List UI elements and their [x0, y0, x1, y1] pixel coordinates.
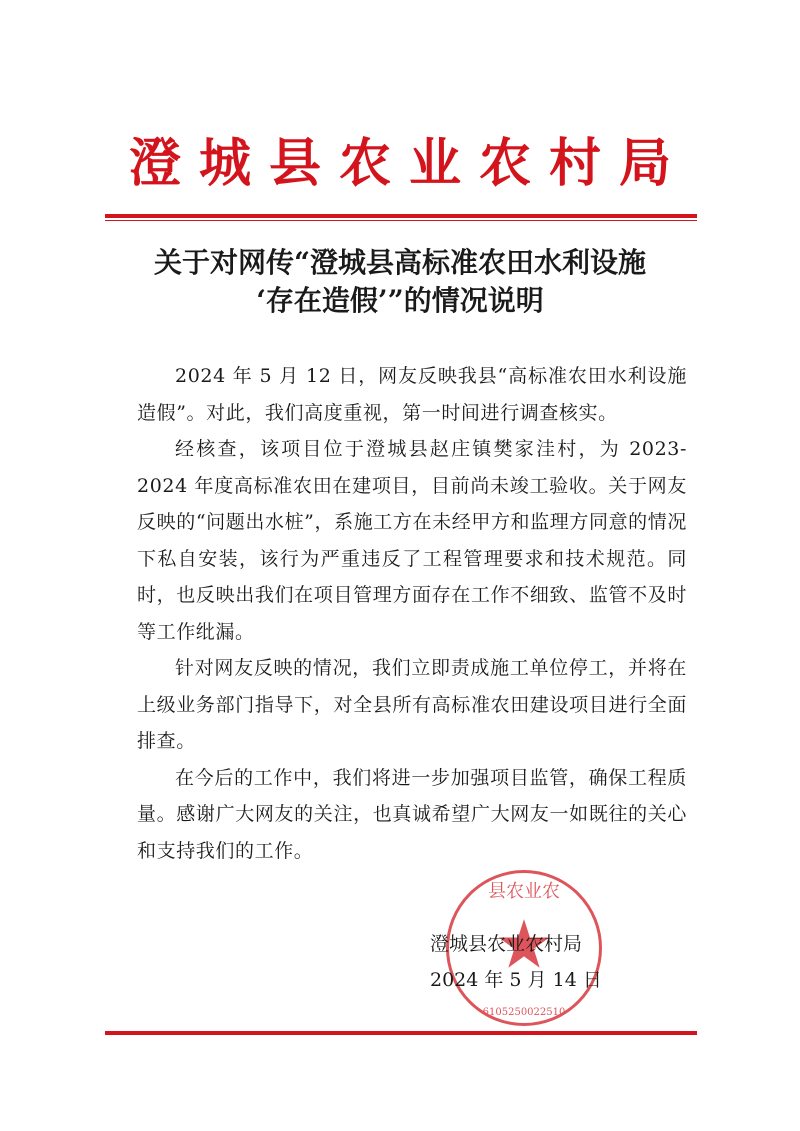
paragraph: 2024 年 5 月 12 日，网友反映我县“高标准农田水利设施造假”。对此，我们高度重视，第一时间进行调查核实。: [137, 365, 687, 424]
letterhead-divider: [105, 214, 697, 218]
letterhead-divider-thin: [105, 220, 697, 221]
title-line-1: 关于对网传“澄城县高标准农田水利设施: [153, 246, 647, 279]
signature-block: [430, 926, 602, 998]
signature-date: 2024 年 5 月 14 日: [430, 969, 602, 991]
signature-organization: 澄城县农业农村局: [430, 933, 583, 955]
seal-text: 县农业农: [488, 881, 560, 902]
document-body: [137, 358, 687, 869]
seal-code: 6105250022510: [482, 1007, 566, 1018]
letterhead-organization: 澄城县农业农村局: [128, 133, 689, 194]
title-line-2: ‘存在造假’”的情况说明: [256, 284, 544, 317]
paragraph: 在今后的工作中，我们将进一步加强项目监管，确保工程质量。感谢广大网友的关注，也真诚希望广大网友一如既往的关心和支持我们的工作。: [137, 766, 687, 862]
document-title: [0, 244, 800, 320]
footer-divider: [105, 1031, 697, 1035]
paragraph: 经核查，该项目位于澄城县赵庄镇樊家洼村，为 2023-2024 年度高标准农田在建项目，目前尚未竣工验收。关于网友反映的“问题出水桩”，系施工方在未经甲方和监理方同意的情况下私自安装，该行为严重违反了工程管理要求和技术规范。同时，也反映出我们在项目管理方面存在工作不细致、监管不及时等工作纰漏。: [137, 438, 687, 643]
paragraph: 针对网友反映的情况，我们立即责成施工单位停工，并将在上级业务部门指导下，对全县所有高标准农田建设项目进行全面排查。: [137, 657, 687, 752]
